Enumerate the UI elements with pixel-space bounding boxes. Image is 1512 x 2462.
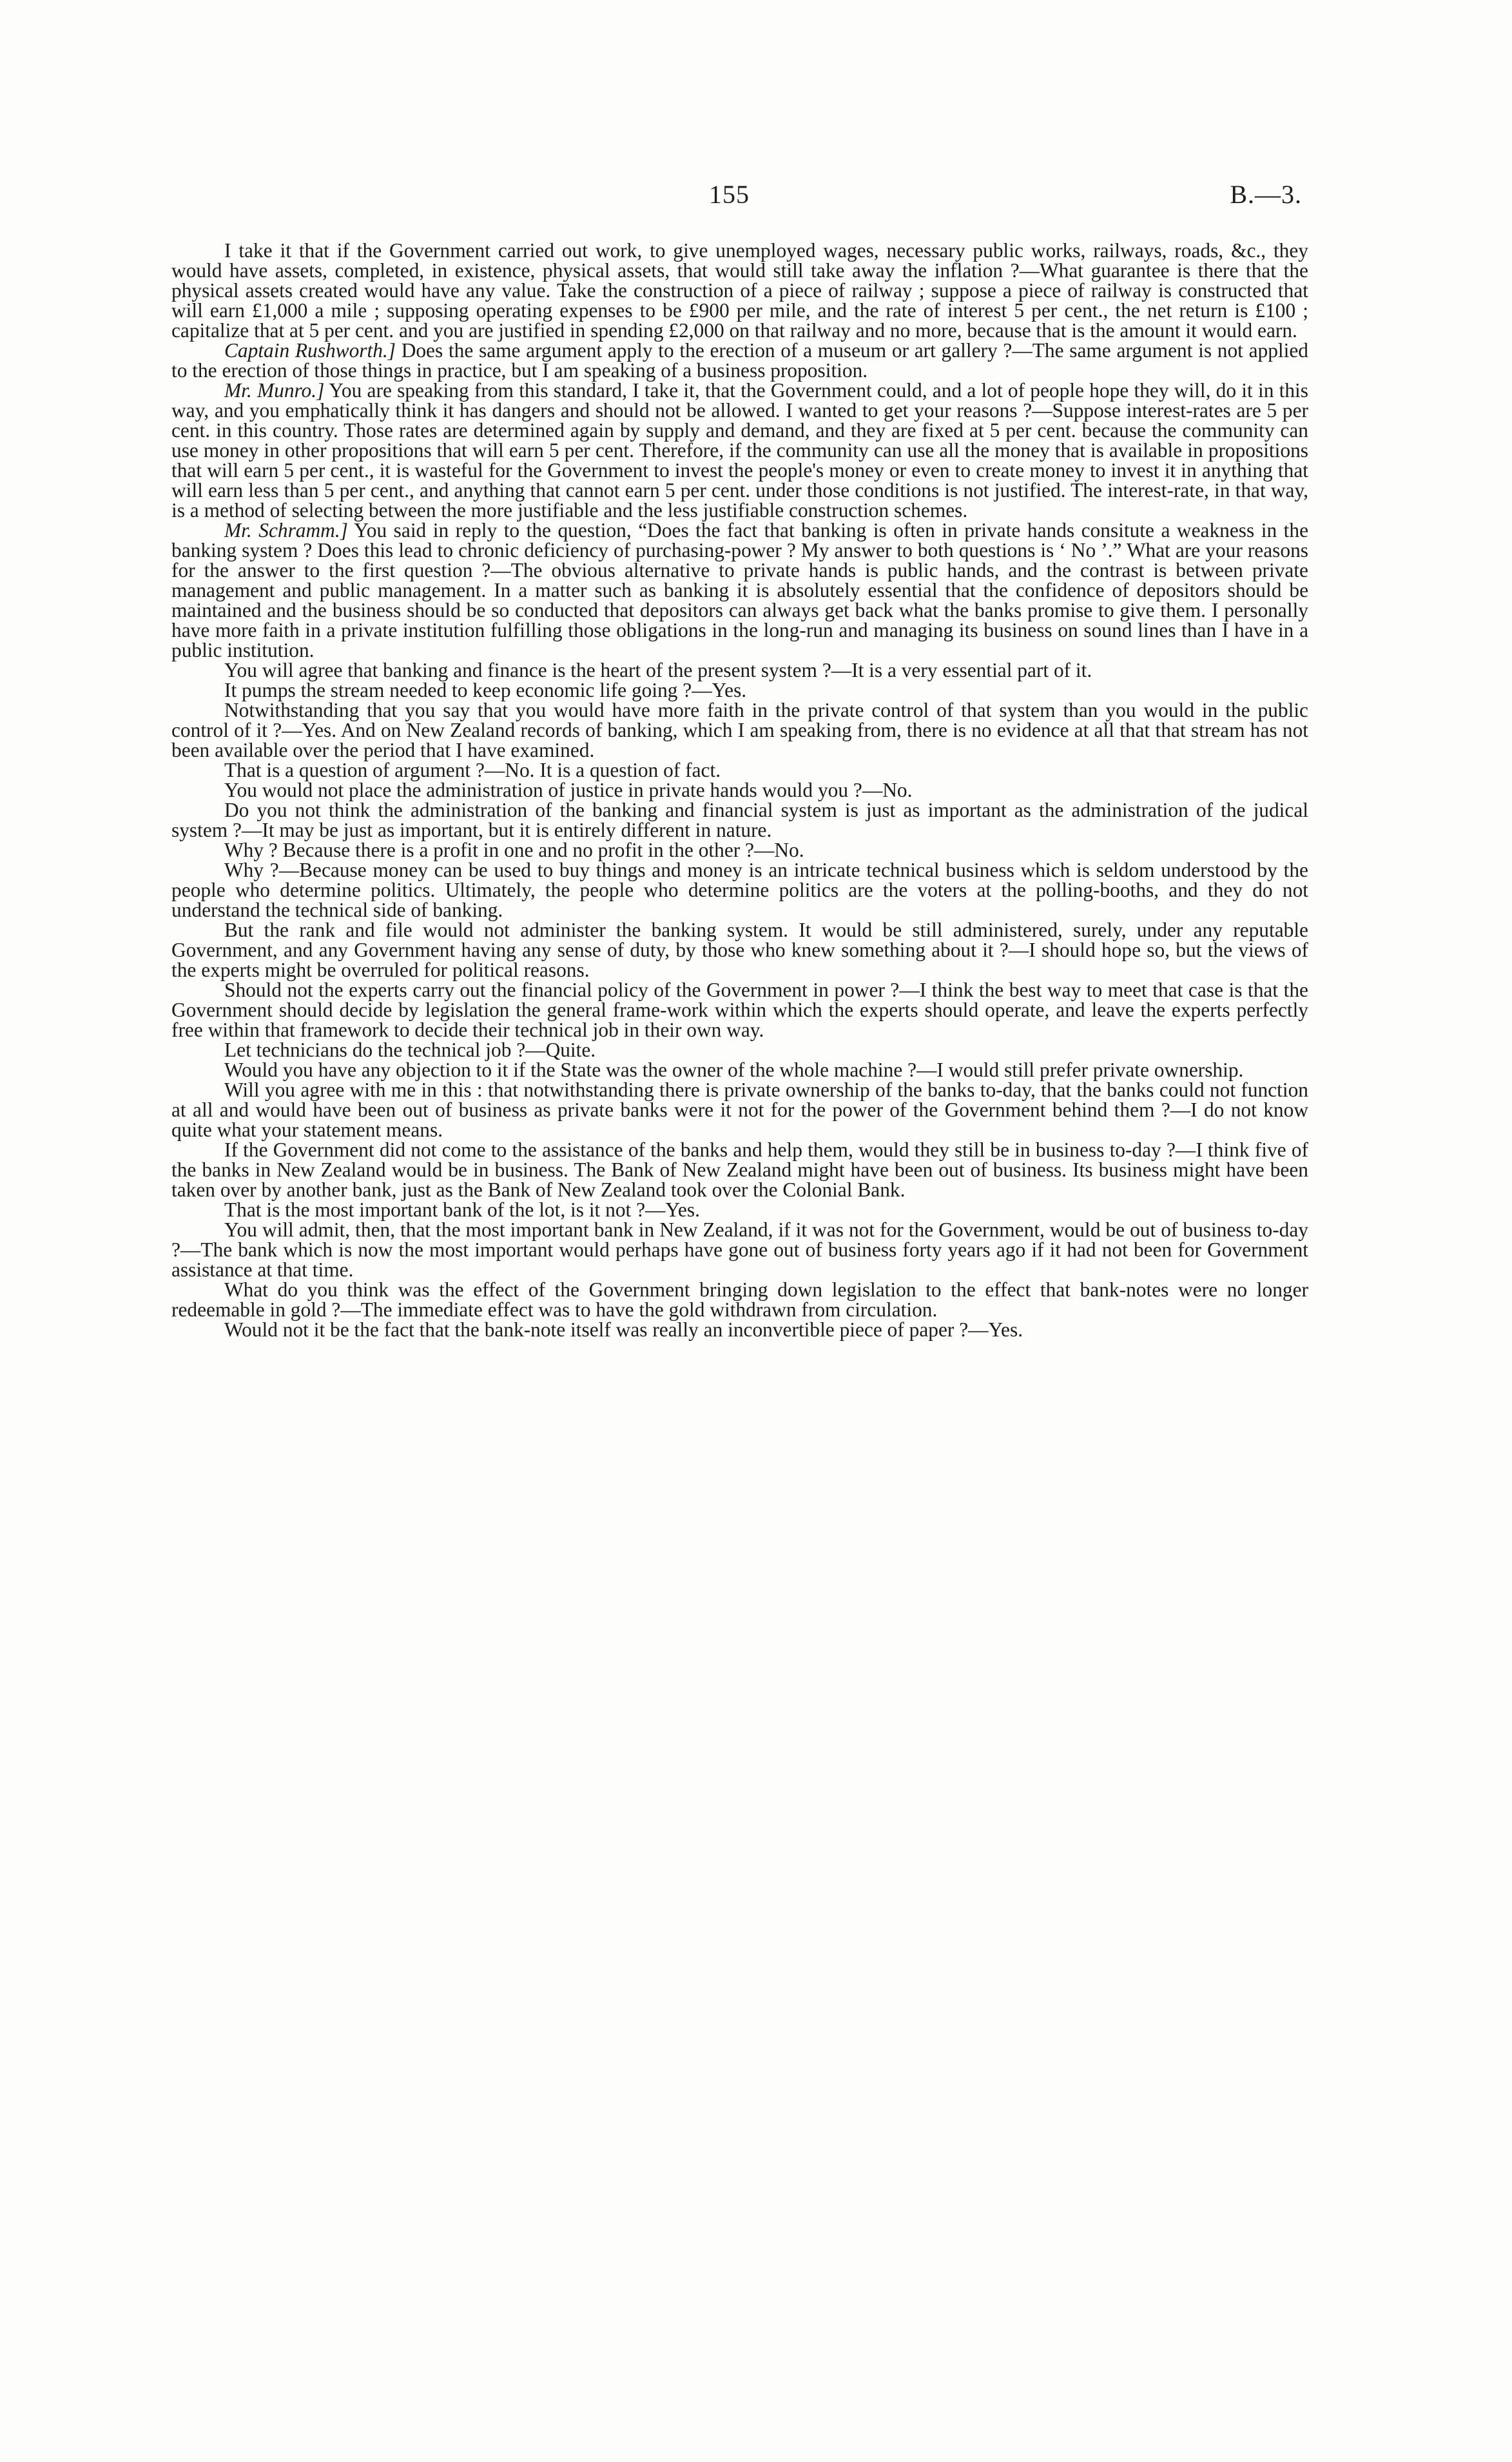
speaker-name: Mr. Munro.] [224,379,325,402]
paragraph [171,1040,1308,1060]
paragraph-text: Would you have any objection to it if the State was the owner of the whole machine ?—I would still prefer private ownership. [224,1059,1244,1081]
paragraph-text: Should not the experts carry out the financial policy of the Government in power ?—I think the best way to meet that case is that the Government should decide by legislation the general frame-work within which the experts should operate, and leave the experts perfectly free within that framework to decide their technical job in their own way. [171,979,1308,1041]
paragraph-text: What do you think was the effect of the Government bringing down legislation to the effect that bank-notes were no longer redeemable in gold ?—The immediate effect was to have the gold withdrawn from circulation. [171,1278,1308,1321]
document-reference: B.—3. [1230,180,1302,209]
document-body [171,240,1308,1340]
paragraph [171,780,1308,800]
paragraph [171,520,1308,660]
paragraph [171,1080,1308,1140]
paragraph-text: Notwithstanding that you say that you would have more faith in the private control of that system than you would in the public control of it ?—Yes. And on New Zealand records of banking, which I am speaking from, there is no evidence at all that that stream has not been available over the period that I have examined. [171,699,1308,761]
paragraph [171,340,1308,380]
paragraph [171,980,1308,1040]
paragraph [171,1280,1308,1320]
paragraph [171,1320,1308,1340]
paragraph-text: Do you not think the administration of the banking and financial system is just as important as the administration of the judical system ?—It may be just as important, but it is entirely different in nature. [171,799,1308,841]
paragraph [171,380,1308,520]
paragraph [171,1220,1308,1280]
paragraph [171,1200,1308,1220]
paragraph-text: You will agree that banking and finance is the heart of the present system ?—It is a very essential part of it. [224,659,1092,681]
paragraph-text: Let technicians do the technical job ?—Quite. [224,1039,596,1061]
paragraph [171,1140,1308,1200]
paragraph-text: Will you agree with me in this : that notwithstanding there is private ownership of the banks to-day, that the banks could not function at all and would have been out of business as private banks were it not for the power of the Government behind them ?—I do not know quite what your statement means. [171,1079,1308,1141]
paragraph [171,1060,1308,1080]
paragraph-text: You said in reply to the question, “Does the fact that banking is often in private hands consitute a weakness in the banking system ? Does this lead to chronic deficiency of purchasing-power ? My answer to both questions is ‘ No ’.” What are your reasons for the answer to the first question ?—The obvious alternative to private hands is public hands, and the contrast is between private management and public management. In a matter such as banking it is absolutely essential that the confidence of depositors should be maintained and the business should be so conducted that depositors can always get back what the banks promise to give them. I personally have more faith in a private institution fulfilling those obligations in the long-run and managing its business on sound lines than I have in a public institution. [171,519,1308,661]
paragraph-text: Does the same argument apply to the erection of a museum or art gallery ?—The same argument is not applied to the erection of those things in practice, but I am speaking of a business proposition. [171,339,1308,382]
paragraph [171,920,1308,980]
paragraph-text: It pumps the stream needed to keep economic life going ?—Yes. [224,679,747,701]
paragraph-text: I take it that if the Government carried out work, to give unemployed wages, necessary public works, railways, roads, &c., they would have assets, completed, in existence, physical assets, that would still take away the inflation ?—What guarantee is there that the physical assets created would have any value. Take the construction of a piece of railway ; suppose a piece of railway is constructed that will earn £1,000 a mile ; supposing operating expenses to be £900 per mile, and the rate of interest 5 per cent., the net return is £100 ; capitalize that at 5 per cent. and you are justified in spending £2,000 on that railway and no more, because that is the amount it would earn. [171,239,1308,342]
paragraph [171,240,1308,340]
speaker-name: Mr. Schramm.] [224,519,348,542]
paragraph [171,860,1308,920]
paragraph-text: Why ? Because there is a profit in one and no profit in the other ?—No. [224,839,804,861]
paragraph-text: But the rank and file would not administer the banking system. It would be still administered, surely, under any reputable Government, and any Government having any sense of duty, by those who knew something about it ?—I should hope so, but the views of the experts might be overruled for political reasons. [171,919,1308,981]
paragraph-text: Would not it be the fact that the bank-note itself was really an inconvertible piece of paper ?—Yes. [224,1318,1023,1341]
paragraph [171,760,1308,780]
paragraph [171,700,1308,760]
page-number: 155 [709,180,750,209]
paragraph-text: Why ?—Because money can be used to buy things and money is an intricate technical business which is seldom understood by the people who determine politics. Ultimately, the people who determine politics are the voters at the polling-booths, and they do not understand the technical side of banking. [171,859,1308,921]
paragraph-text: You will admit, then, that the most important bank in New Zealand, if it was not for the Government, would be out of business to-day ?—The bank which is now the most important would perhaps have gone out of business forty years ago if it had not been for Government assistance at that time. [171,1218,1308,1281]
paragraph-text: That is a question of argument ?—No. It is a question of fact. [224,759,721,781]
paragraph [171,660,1308,680]
paragraph [171,800,1308,840]
speaker-name: Captain Rushworth.] [224,339,396,362]
paragraph-text: That is the most important bank of the lot, is it not ?—Yes. [224,1198,700,1221]
paragraph-text: You are speaking from this standard, I take it, that the Government could, and a lot of people hope they will, do it in this way, and you emphatically think it has dangers and should not be allowed. I wanted to get your reasons ?—Suppose interest-rates are 5 per cent. in this country. Those rates are determined again by supply and demand, and they are fixed at 5 per cent. because the community can use money in other propositions that will earn 5 per cent. Therefore, if the community can use all the money that is available in propositions that will earn 5 per cent., it is wasteful for the Government to invest the people's money or even to create money to invest it in anything that will earn less than 5 per cent., and anything that cannot earn 5 per cent. under those conditions is not justified. The interest-rate, in that way, is a method of selecting between the more justifiable and the less justifiable construction schemes. [171,379,1308,522]
paragraph [171,840,1308,860]
paragraph [171,680,1308,700]
page-header [0,179,1512,211]
paragraph-text: If the Government did not come to the assistance of the banks and help them, would they still be in business to-day ?—I think five of the banks in New Zealand would be in business. The Bank of New Zealand might have been out of business. Its business might have been taken over by another bank, just as the Bank of New Zealand took over the Colonial Bank. [171,1138,1308,1201]
paragraph-text: You would not place the administration of justice in private hands would you ?—No. [224,779,913,801]
